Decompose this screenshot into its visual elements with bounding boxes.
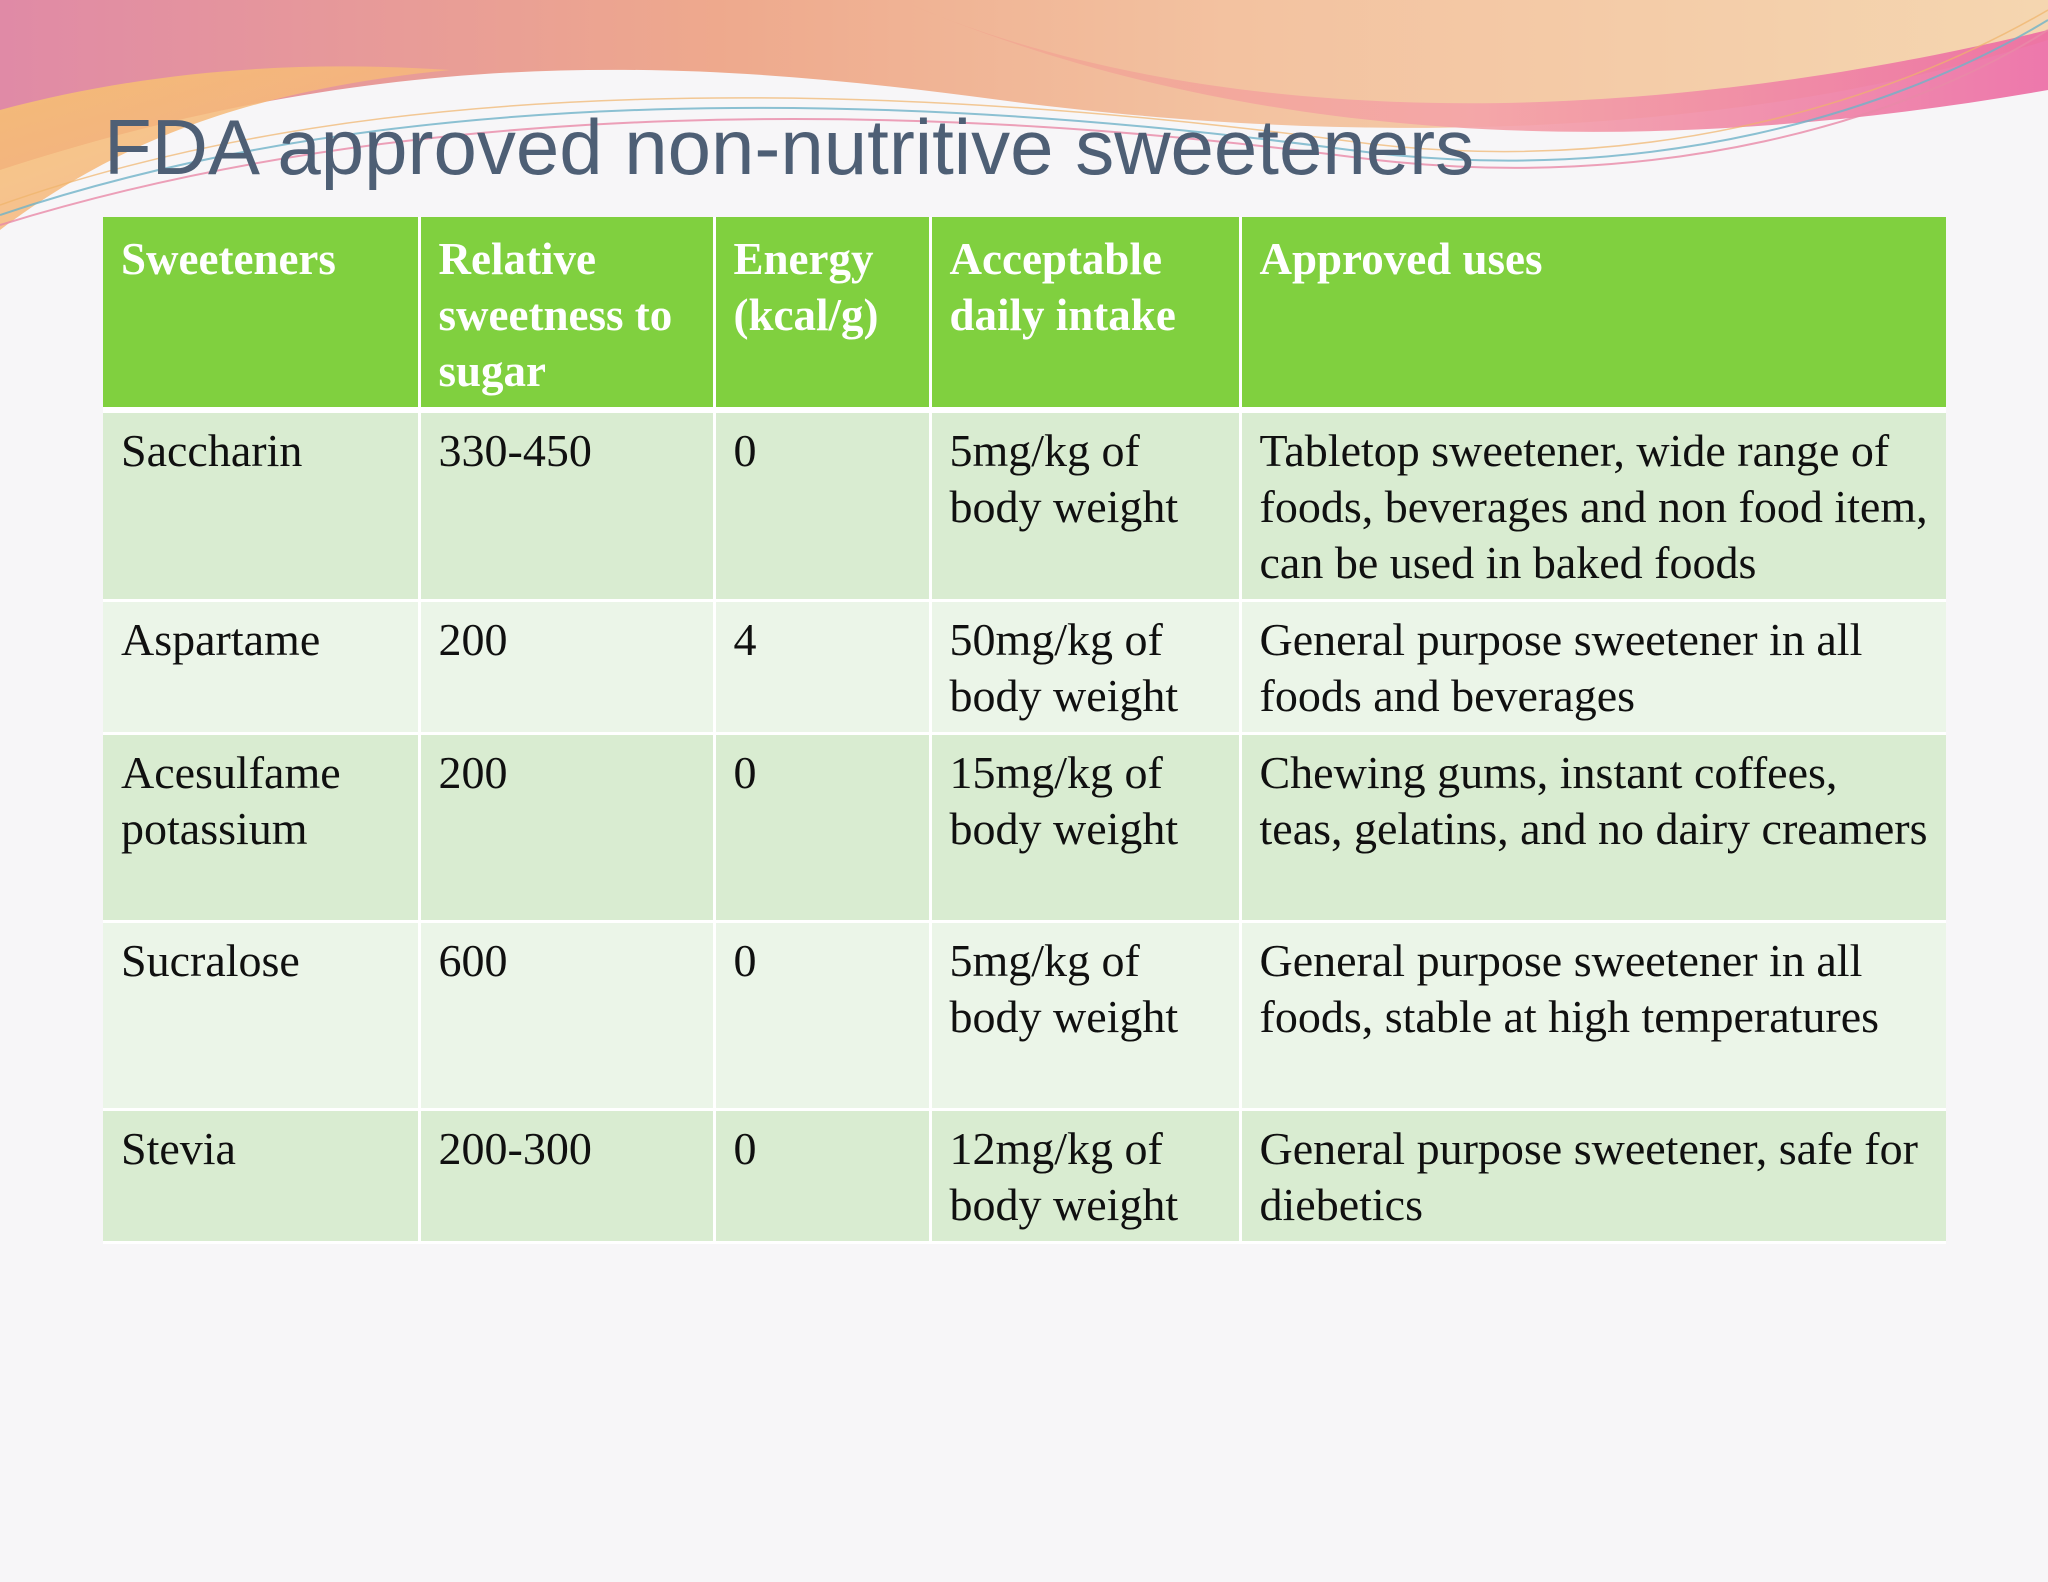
cell-relative-sweetness: 200 — [419, 601, 714, 734]
table-row — [103, 410, 1946, 601]
header-acceptable-daily-intake: Acceptable daily intake — [930, 217, 1240, 410]
cell-energy: 0 — [714, 922, 930, 1110]
slide-title: FDA approved non-nutritive sweeteners — [104, 103, 1475, 191]
table-header-row — [103, 217, 1946, 410]
cell-energy: 0 — [714, 410, 930, 601]
table-row — [103, 1110, 1946, 1243]
cell-approved-uses: General purpose sweetener in all foods and beverages — [1240, 601, 1946, 734]
cell-approved-uses: Chewing gums, instant coffees, teas, gelatins, and no dairy creamers — [1240, 734, 1946, 922]
cell-energy: 0 — [714, 734, 930, 922]
header-sweeteners: Sweeteners — [103, 217, 419, 410]
cell-relative-sweetness: 330-450 — [419, 410, 714, 601]
sweeteners-table-container — [103, 217, 1946, 1244]
cell-relative-sweetness: 200 — [419, 734, 714, 922]
cell-daily-intake: 50mg/kg of body weight — [930, 601, 1240, 734]
cell-sweetener: Saccharin — [103, 410, 419, 601]
cell-energy: 0 — [714, 1110, 930, 1243]
cell-relative-sweetness: 200-300 — [419, 1110, 714, 1243]
table-row — [103, 734, 1946, 922]
header-relative-sweetness: Relative sweetness to sugar — [419, 217, 714, 410]
cell-daily-intake: 12mg/kg of body weight — [930, 1110, 1240, 1243]
cell-sweetener: Aspartame — [103, 601, 419, 734]
cell-sweetener: Stevia — [103, 1110, 419, 1243]
header-energy: Energy (kcal/g) — [714, 217, 930, 410]
cell-daily-intake: 5mg/kg of body weight — [930, 410, 1240, 601]
cell-sweetener: Acesulfame potassium — [103, 734, 419, 922]
cell-approved-uses: General purpose sweetener in all foods, stable at high temperatures — [1240, 922, 1946, 1110]
cell-daily-intake: 15mg/kg of body weight — [930, 734, 1240, 922]
cell-energy: 4 — [714, 601, 930, 734]
cell-approved-uses: Tabletop sweetener, wide range of foods, beverages and non food item, can be used in baked foods — [1240, 410, 1946, 601]
table-row — [103, 922, 1946, 1110]
cell-sweetener: Sucralose — [103, 922, 419, 1110]
cell-daily-intake: 5mg/kg of body weight — [930, 922, 1240, 1110]
table-row — [103, 601, 1946, 734]
sweeteners-table — [103, 217, 1946, 1244]
header-approved-uses: Approved uses — [1240, 217, 1946, 410]
cell-approved-uses: General purpose sweetener, safe for diebetics — [1240, 1110, 1946, 1243]
cell-relative-sweetness: 600 — [419, 922, 714, 1110]
